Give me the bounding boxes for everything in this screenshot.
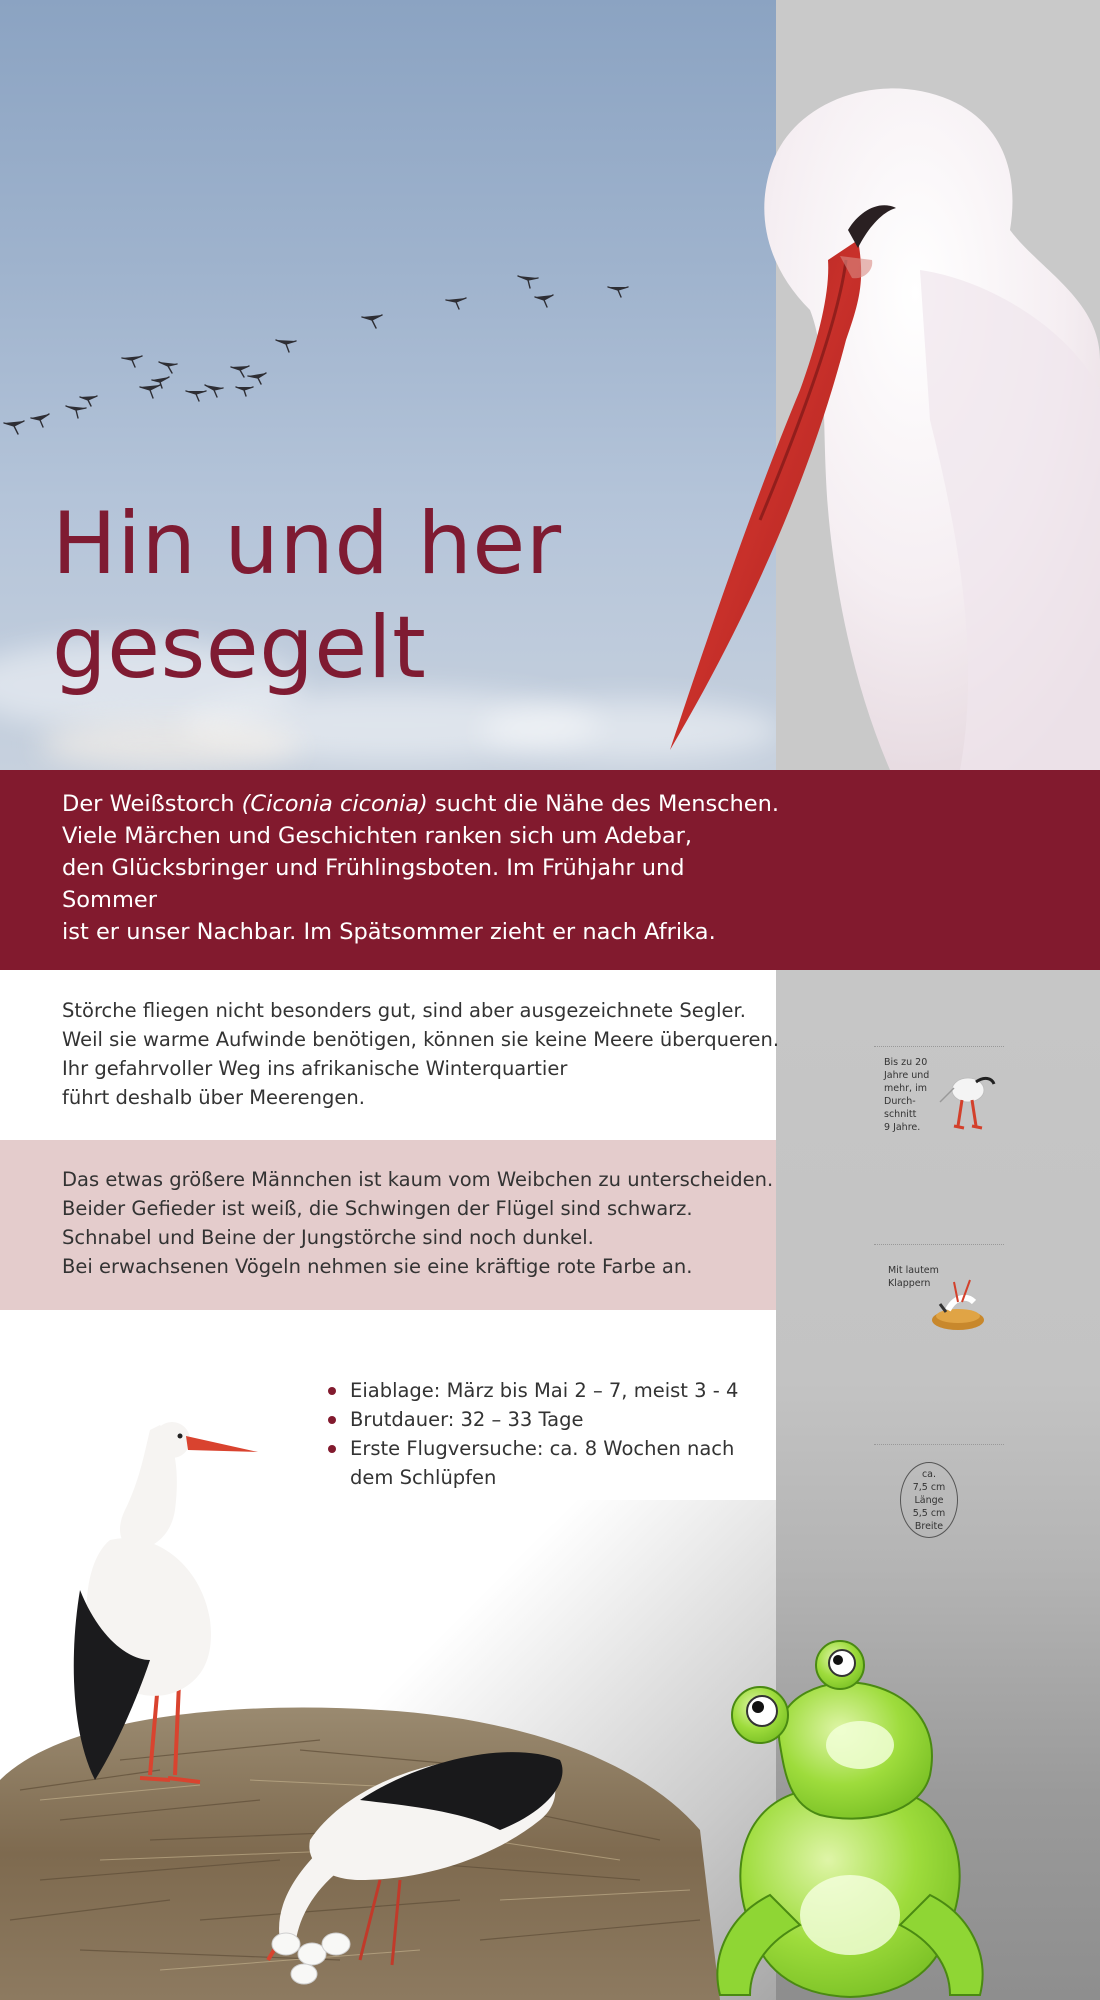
clapping-info-card <box>874 1244 1004 1334</box>
plumage-line-1: Das etwas größere Männchen ist kaum vom Weibchen zu unterscheiden. <box>62 1168 774 1191</box>
fact-item-egg-laying: Eiablage: März bis Mai 2 – 7, meist 3 - 4 <box>328 1376 768 1405</box>
fact-item-first-flight: Erste Flugversuche: ca. 8 Wochen nach dem Schlüpfen <box>328 1434 768 1492</box>
age-line: Durch- <box>884 1096 916 1107</box>
egg-line: 7,5 cm <box>912 1482 946 1493</box>
egg-card-top <box>874 1444 1004 1464</box>
egg-line: Länge <box>914 1495 944 1506</box>
card-dotted-line <box>874 1244 1004 1248</box>
stork-flock-illustration <box>0 250 660 450</box>
hero-section <box>0 0 1100 770</box>
plumage-paragraph <box>62 1165 782 1281</box>
clapping-line: Mit lautem <box>888 1265 939 1276</box>
flight-line-3: Ihr gefahrvoller Weg ins afrikanische Winterquartier <box>62 1057 568 1080</box>
card-dotted-line <box>874 1444 1004 1448</box>
stork-head-photo <box>660 60 1100 770</box>
egg-line: Breite <box>914 1521 944 1532</box>
intro-text-part: sucht die Nähe des Menschen. <box>427 791 780 817</box>
fact-item-brooding: Brutdauer: 32 – 33 Tage <box>328 1405 768 1434</box>
intro-line-2: Viele Märchen und Geschichten ranken sich um Adebar, <box>62 823 693 849</box>
scientific-name: (Ciconia ciconia) <box>241 791 428 817</box>
intro-line-3: den Glücksbringer und Frühlingsboten. Im Frühjahr und Sommer <box>62 855 685 913</box>
intro-band <box>0 770 1100 970</box>
plumage-line-3: Schnabel und Beine der Jungstörche sind noch dunkel. <box>62 1226 594 1249</box>
age-line: Jahre und <box>884 1070 930 1081</box>
intro-line-1 <box>62 788 782 820</box>
card-dotted-line <box>874 1046 1004 1050</box>
flight-paragraph <box>62 996 782 1112</box>
plumage-line-2: Beider Gefieder ist weiß, die Schwingen der Flügel sind schwarz. <box>62 1197 693 1220</box>
title-line-2: gesegelt <box>52 598 427 698</box>
intro-paragraph <box>62 788 782 948</box>
age-line: schnitt <box>884 1109 917 1120</box>
title-line-1: Hin und her <box>52 494 562 594</box>
clapping-line: Klappern <box>888 1278 931 1289</box>
egg-line: ca. <box>921 1469 937 1480</box>
flight-line-1: Störche fliegen nicht besonders gut, sind aber ausgezeichnete Segler. <box>62 999 746 1022</box>
age-line: mehr, im <box>884 1083 927 1094</box>
age-line: Bis zu 20 <box>884 1057 928 1068</box>
egg-size-diagram <box>900 1462 958 1538</box>
intro-line-4: ist er unser Nachbar. Im Spätsommer zieht er nach Afrika. <box>62 919 716 945</box>
clapping-stork-illustration <box>918 1268 998 1334</box>
intro-text-part: Der Weißstorch <box>62 791 242 817</box>
bottom-gradient <box>0 1500 776 2000</box>
breeding-facts-list <box>328 1376 768 1492</box>
page-title <box>52 492 692 700</box>
flight-line-4: führt deshalb über Meerengen. <box>62 1086 365 1109</box>
age-info-card <box>874 1046 1004 1136</box>
egg-line: 5,5 cm <box>912 1508 946 1519</box>
age-line: 9 Jahre. <box>884 1122 921 1133</box>
plumage-line-4: Bei erwachsenen Vögeln nehmen sie eine kräftige rote Farbe an. <box>62 1255 693 1278</box>
flight-line-2: Weil sie warme Aufwinde benötigen, können sie keine Meere überqueren. <box>62 1028 780 1051</box>
mini-stork-illustration <box>932 1060 1002 1136</box>
